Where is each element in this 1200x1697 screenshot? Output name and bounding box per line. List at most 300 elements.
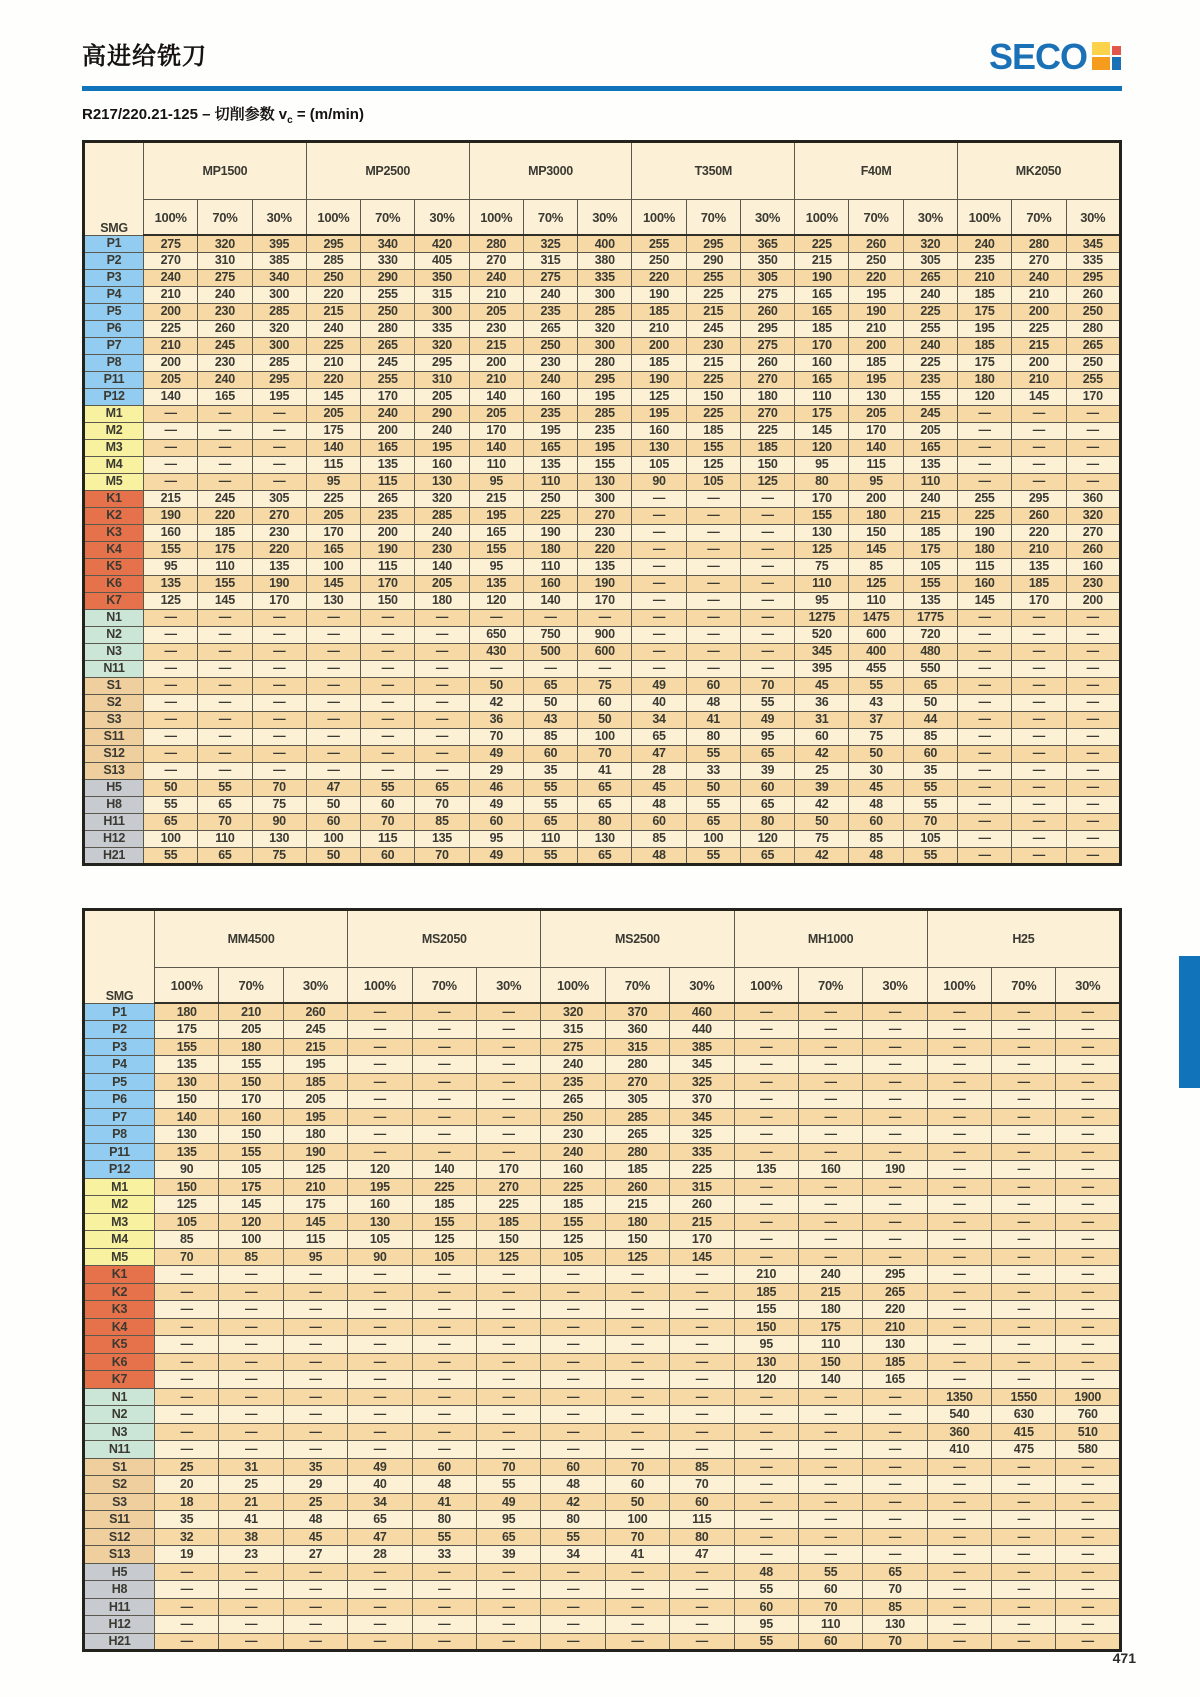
- speed-cell: 48: [412, 1476, 476, 1494]
- speed-cell: 125: [476, 1248, 540, 1266]
- speed-cell: —: [361, 677, 415, 694]
- speed-cell: 165: [795, 371, 849, 388]
- speed-cell: 30: [849, 762, 903, 779]
- smg-row-label: K4: [84, 1318, 155, 1336]
- percent-header: 70%: [992, 968, 1056, 1004]
- speed-cell: —: [632, 490, 686, 507]
- speed-cell: —: [798, 1196, 862, 1214]
- speed-cell: —: [198, 609, 252, 626]
- speed-cell: —: [306, 643, 360, 660]
- speed-cell: 200: [632, 337, 686, 354]
- speed-cell: 230: [198, 303, 252, 320]
- speed-cell: 42: [795, 745, 849, 762]
- speed-cell: —: [605, 1598, 669, 1616]
- speed-cell: 110: [849, 592, 903, 609]
- speed-cell: 130: [863, 1336, 927, 1354]
- speed-cell: —: [1066, 677, 1120, 694]
- speed-cell: —: [1056, 1073, 1121, 1091]
- speed-cell: —: [863, 1196, 927, 1214]
- speed-cell: 50: [903, 694, 957, 711]
- speed-cell: —: [198, 745, 252, 762]
- speed-cell: 60: [632, 813, 686, 830]
- speed-cell: —: [412, 1423, 476, 1441]
- speed-cell: —: [686, 592, 740, 609]
- speed-cell: 190: [144, 507, 198, 524]
- speed-cell: 145: [670, 1248, 734, 1266]
- speed-cell: —: [992, 1143, 1056, 1161]
- speed-cell: —: [144, 643, 198, 660]
- speed-cell: 110: [198, 558, 252, 575]
- speed-cell: —: [1056, 1318, 1121, 1336]
- speed-cell: 295: [863, 1266, 927, 1284]
- speed-cell: 110: [798, 1336, 862, 1354]
- speed-cell: 195: [957, 320, 1011, 337]
- speed-cell: —: [957, 677, 1011, 694]
- speed-cell: —: [1012, 830, 1066, 847]
- speed-cell: 145: [283, 1213, 347, 1231]
- speed-cell: 345: [1066, 235, 1120, 252]
- smg-row-label: K4: [84, 541, 144, 558]
- speed-cell: —: [252, 405, 306, 422]
- speed-cell: —: [155, 1301, 219, 1319]
- speed-cell: 320: [1066, 507, 1120, 524]
- speed-cell: 80: [795, 473, 849, 490]
- smg-column-header: SMG: [84, 910, 155, 1004]
- speed-cell: —: [348, 1038, 412, 1056]
- speed-cell: 145: [198, 592, 252, 609]
- percent-header: 70%: [1012, 200, 1066, 236]
- speed-cell: 150: [155, 1178, 219, 1196]
- speed-cell: —: [361, 609, 415, 626]
- speed-cell: —: [252, 473, 306, 490]
- speed-cell: 225: [957, 507, 1011, 524]
- percent-header: 70%: [686, 200, 740, 236]
- speed-cell: —: [605, 1283, 669, 1301]
- percent-header: 100%: [927, 968, 991, 1004]
- speed-cell: 90: [155, 1161, 219, 1179]
- speed-cell: —: [283, 1353, 347, 1371]
- speed-cell: —: [863, 1021, 927, 1039]
- speed-cell: —: [798, 1511, 862, 1529]
- speed-cell: —: [283, 1266, 347, 1284]
- speed-cell: 275: [541, 1038, 605, 1056]
- speed-cell: —: [412, 1073, 476, 1091]
- speed-cell: —: [541, 1441, 605, 1459]
- speed-cell: 140: [798, 1371, 862, 1389]
- speed-cell: 115: [670, 1511, 734, 1529]
- speed-cell: —: [632, 609, 686, 626]
- speed-cell: —: [361, 762, 415, 779]
- speed-cell: 44: [903, 711, 957, 728]
- speed-cell: 50: [469, 677, 523, 694]
- speed-cell: 1275: [795, 609, 849, 626]
- speed-cell: 65: [523, 677, 577, 694]
- speed-cell: —: [361, 660, 415, 677]
- speed-cell: 270: [476, 1178, 540, 1196]
- speed-cell: —: [476, 1318, 540, 1336]
- speed-cell: 265: [863, 1283, 927, 1301]
- percent-header: 30%: [1066, 200, 1120, 236]
- speed-cell: —: [992, 1563, 1056, 1581]
- speed-cell: —: [734, 1073, 798, 1091]
- table-title: [82, 103, 364, 126]
- speed-cell: 250: [523, 490, 577, 507]
- speed-cell: —: [283, 1283, 347, 1301]
- speed-cell: 235: [523, 303, 577, 320]
- speed-cell: —: [476, 1633, 540, 1651]
- speed-cell: 65: [523, 813, 577, 830]
- speed-cell: 335: [578, 269, 632, 286]
- speed-cell: —: [469, 609, 523, 626]
- speed-cell: 60: [306, 813, 360, 830]
- speed-cell: —: [1012, 796, 1066, 813]
- table-row: [84, 252, 1121, 269]
- speed-cell: —: [670, 1423, 734, 1441]
- speed-cell: 395: [252, 235, 306, 252]
- table-row: [84, 1546, 1121, 1564]
- speed-cell: —: [957, 728, 1011, 745]
- speed-cell: 210: [1012, 286, 1066, 303]
- speed-cell: 195: [578, 388, 632, 405]
- speed-cell: 305: [605, 1091, 669, 1109]
- speed-cell: 215: [795, 252, 849, 269]
- speed-cell: 37: [849, 711, 903, 728]
- speed-cell: 255: [1066, 371, 1120, 388]
- speed-cell: —: [863, 1423, 927, 1441]
- speed-cell: 240: [306, 320, 360, 337]
- speed-cell: —: [632, 541, 686, 558]
- speed-cell: 105: [155, 1213, 219, 1231]
- speed-cell: 320: [415, 490, 469, 507]
- speed-cell: —: [412, 1283, 476, 1301]
- speed-cell: 265: [523, 320, 577, 337]
- speed-cell: —: [670, 1598, 734, 1616]
- speed-cell: —: [957, 405, 1011, 422]
- speed-cell: 125: [155, 1196, 219, 1214]
- speed-cell: —: [348, 1301, 412, 1319]
- speed-cell: —: [283, 1406, 347, 1424]
- speed-cell: —: [734, 1231, 798, 1249]
- speed-cell: —: [1056, 1248, 1121, 1266]
- speed-cell: 300: [252, 286, 306, 303]
- speed-cell: 245: [686, 320, 740, 337]
- speed-cell: 42: [795, 796, 849, 813]
- speed-cell: —: [1066, 626, 1120, 643]
- speed-cell: —: [541, 1301, 605, 1319]
- speed-cell: 50: [306, 796, 360, 813]
- smg-row-label: S13: [84, 762, 144, 779]
- speed-cell: 145: [849, 541, 903, 558]
- speed-cell: —: [992, 1371, 1056, 1389]
- smg-row-label: H11: [84, 1598, 155, 1616]
- speed-cell: —: [412, 1353, 476, 1371]
- speed-cell: 49: [348, 1458, 412, 1476]
- speed-cell: 47: [632, 745, 686, 762]
- speed-cell: 240: [541, 1056, 605, 1074]
- speed-cell: 210: [734, 1266, 798, 1284]
- speed-cell: —: [252, 456, 306, 473]
- smg-row-label: M2: [84, 422, 144, 439]
- smg-row-label: P5: [84, 303, 144, 320]
- smg-row-label: P12: [84, 388, 144, 405]
- speed-cell: 85: [849, 830, 903, 847]
- speed-cell: 230: [252, 524, 306, 541]
- speed-cell: 125: [686, 456, 740, 473]
- speed-cell: —: [412, 1266, 476, 1284]
- speed-cell: 200: [361, 422, 415, 439]
- speed-cell: 160: [523, 388, 577, 405]
- logo-square-yellow: [1092, 42, 1110, 55]
- speed-cell: 130: [578, 473, 632, 490]
- speed-cell: 25: [155, 1458, 219, 1476]
- speed-cell: 270: [578, 507, 632, 524]
- speed-cell: —: [348, 1441, 412, 1459]
- speed-cell: 720: [903, 626, 957, 643]
- speed-cell: —: [412, 1633, 476, 1651]
- smg-row-label: M5: [84, 473, 144, 490]
- speed-cell: —: [740, 507, 794, 524]
- table-row: [84, 1476, 1121, 1494]
- speed-cell: 55: [734, 1633, 798, 1651]
- speed-cell: 245: [198, 337, 252, 354]
- smg-row-label: N1: [84, 609, 144, 626]
- speed-cell: 195: [849, 286, 903, 303]
- speed-cell: —: [992, 1458, 1056, 1476]
- speed-cell: —: [198, 660, 252, 677]
- speed-cell: —: [1056, 1091, 1121, 1109]
- speed-cell: 80: [541, 1511, 605, 1529]
- speed-cell: 1475: [849, 609, 903, 626]
- smg-row-label: S12: [84, 1528, 155, 1546]
- speed-cell: 145: [306, 388, 360, 405]
- speed-cell: 225: [686, 405, 740, 422]
- speed-cell: 48: [849, 847, 903, 864]
- speed-cell: —: [605, 1388, 669, 1406]
- grade-header: MK2050: [957, 142, 1120, 200]
- speed-cell: 130: [863, 1616, 927, 1634]
- speed-cell: 160: [144, 524, 198, 541]
- speed-cell: 320: [541, 1003, 605, 1021]
- speed-cell: 65: [632, 728, 686, 745]
- speed-cell: 135: [903, 456, 957, 473]
- speed-cell: —: [348, 1318, 412, 1336]
- speed-cell: —: [992, 1581, 1056, 1599]
- speed-cell: 31: [795, 711, 849, 728]
- speed-cell: —: [476, 1406, 540, 1424]
- speed-cell: —: [734, 1546, 798, 1564]
- smg-row-label: P4: [84, 1056, 155, 1074]
- speed-cell: 155: [219, 1056, 283, 1074]
- speed-cell: 150: [798, 1353, 862, 1371]
- percent-header: 70%: [523, 200, 577, 236]
- speed-cell: 170: [252, 592, 306, 609]
- speed-cell: 145: [795, 422, 849, 439]
- speed-cell: 200: [144, 303, 198, 320]
- speed-cell: 185: [541, 1196, 605, 1214]
- speed-cell: 210: [469, 371, 523, 388]
- table-row: [84, 677, 1121, 694]
- table-row: [84, 728, 1121, 745]
- speed-cell: 250: [523, 337, 577, 354]
- speed-cell: —: [734, 1423, 798, 1441]
- speed-cell: —: [361, 626, 415, 643]
- smg-row-label: M4: [84, 1231, 155, 1249]
- speed-cell: —: [670, 1441, 734, 1459]
- speed-cell: —: [348, 1563, 412, 1581]
- speed-cell: —: [348, 1406, 412, 1424]
- speed-cell: 75: [252, 847, 306, 864]
- speed-cell: —: [476, 1021, 540, 1039]
- speed-cell: —: [734, 1143, 798, 1161]
- speed-cell: —: [541, 1353, 605, 1371]
- speed-cell: 70: [863, 1633, 927, 1651]
- speed-cell: 600: [849, 626, 903, 643]
- speed-cell: —: [605, 1318, 669, 1336]
- speed-cell: 150: [155, 1091, 219, 1109]
- percent-header: 30%: [670, 968, 734, 1004]
- speed-cell: 155: [903, 388, 957, 405]
- speed-cell: 315: [670, 1178, 734, 1196]
- speed-cell: —: [605, 1423, 669, 1441]
- table-row: [84, 694, 1121, 711]
- speed-cell: 120: [957, 388, 1011, 405]
- speed-cell: —: [686, 558, 740, 575]
- speed-cell: 55: [903, 847, 957, 864]
- speed-cell: 42: [469, 694, 523, 711]
- speed-cell: 275: [144, 235, 198, 252]
- speed-cell: —: [219, 1616, 283, 1634]
- table-row: [84, 1091, 1121, 1109]
- percent-header: 100%: [541, 968, 605, 1004]
- speed-cell: 165: [523, 439, 577, 456]
- speed-cell: —: [415, 609, 469, 626]
- speed-cell: —: [219, 1633, 283, 1651]
- speed-cell: 200: [1012, 303, 1066, 320]
- speed-cell: 210: [283, 1178, 347, 1196]
- table-row: [84, 1056, 1121, 1074]
- speed-cell: 155: [795, 507, 849, 524]
- table-row: [84, 558, 1121, 575]
- smg-row-label: K5: [84, 1336, 155, 1354]
- grade-header-row: [84, 142, 1121, 200]
- table-row: [84, 609, 1121, 626]
- speed-cell: 900: [578, 626, 632, 643]
- speed-cell: —: [252, 660, 306, 677]
- speed-cell: 295: [686, 235, 740, 252]
- speed-cell: 65: [740, 847, 794, 864]
- speed-cell: —: [632, 507, 686, 524]
- percent-header: 30%: [740, 200, 794, 236]
- speed-cell: 130: [632, 439, 686, 456]
- speed-cell: 150: [734, 1318, 798, 1336]
- speed-cell: 195: [632, 405, 686, 422]
- speed-cell: —: [605, 1301, 669, 1319]
- speed-cell: 49: [469, 847, 523, 864]
- speed-cell: 175: [957, 303, 1011, 320]
- speed-cell: 215: [469, 337, 523, 354]
- speed-cell: 240: [361, 405, 415, 422]
- speed-cell: 215: [686, 303, 740, 320]
- speed-cell: —: [740, 558, 794, 575]
- speed-cell: 205: [283, 1091, 347, 1109]
- speed-cell: —: [927, 1056, 991, 1074]
- speed-cell: 340: [252, 269, 306, 286]
- table-row: [84, 235, 1121, 252]
- speed-cell: 235: [903, 371, 957, 388]
- speed-cell: 320: [903, 235, 957, 252]
- table-row: [84, 847, 1121, 864]
- smg-row-label: K2: [84, 507, 144, 524]
- speed-cell: 70: [198, 813, 252, 830]
- speed-cell: —: [1056, 1003, 1121, 1021]
- speed-cell: —: [957, 439, 1011, 456]
- speed-cell: —: [144, 745, 198, 762]
- speed-cell: 750: [523, 626, 577, 643]
- speed-cell: 65: [578, 779, 632, 796]
- speed-cell: —: [198, 473, 252, 490]
- speed-cell: —: [144, 728, 198, 745]
- speed-cell: 480: [903, 643, 957, 660]
- speed-cell: —: [476, 1283, 540, 1301]
- speed-cell: 48: [283, 1511, 347, 1529]
- speed-cell: —: [361, 643, 415, 660]
- speed-cell: 305: [903, 252, 957, 269]
- speed-cell: 240: [903, 337, 957, 354]
- speed-cell: 455: [849, 660, 903, 677]
- speed-cell: 95: [740, 728, 794, 745]
- speed-cell: 28: [348, 1546, 412, 1564]
- speed-cell: —: [670, 1266, 734, 1284]
- speed-cell: —: [219, 1423, 283, 1441]
- speed-cell: 160: [348, 1196, 412, 1214]
- speed-cell: —: [1056, 1546, 1121, 1564]
- speed-cell: 215: [605, 1196, 669, 1214]
- speed-cell: —: [992, 1476, 1056, 1494]
- speed-cell: 325: [670, 1073, 734, 1091]
- speed-cell: 33: [686, 762, 740, 779]
- speed-cell: —: [863, 1038, 927, 1056]
- speed-cell: 85: [219, 1248, 283, 1266]
- smg-row-label: M1: [84, 1178, 155, 1196]
- speed-cell: 265: [1066, 337, 1120, 354]
- speed-cell: —: [144, 439, 198, 456]
- speed-cell: 195: [578, 439, 632, 456]
- speed-cell: 240: [144, 269, 198, 286]
- speed-cell: —: [348, 1353, 412, 1371]
- speed-cell: 220: [198, 507, 252, 524]
- speed-cell: 350: [740, 252, 794, 269]
- speed-cell: —: [605, 1336, 669, 1354]
- speed-cell: 280: [1066, 320, 1120, 337]
- speed-cell: 65: [348, 1511, 412, 1529]
- speed-cell: —: [632, 524, 686, 541]
- speed-cell: 600: [578, 643, 632, 660]
- speed-cell: 650: [469, 626, 523, 643]
- speed-cell: —: [412, 1581, 476, 1599]
- speed-cell: 155: [144, 541, 198, 558]
- speed-cell: 140: [415, 558, 469, 575]
- speed-cell: —: [863, 1388, 927, 1406]
- speed-cell: 245: [361, 354, 415, 371]
- speed-cell: 150: [219, 1073, 283, 1091]
- speed-cell: 120: [740, 830, 794, 847]
- speed-cell: —: [670, 1301, 734, 1319]
- speed-cell: 55: [740, 694, 794, 711]
- smg-row-label: P12: [84, 1161, 155, 1179]
- speed-cell: —: [992, 1213, 1056, 1231]
- speed-cell: —: [578, 660, 632, 677]
- speed-cell: —: [219, 1406, 283, 1424]
